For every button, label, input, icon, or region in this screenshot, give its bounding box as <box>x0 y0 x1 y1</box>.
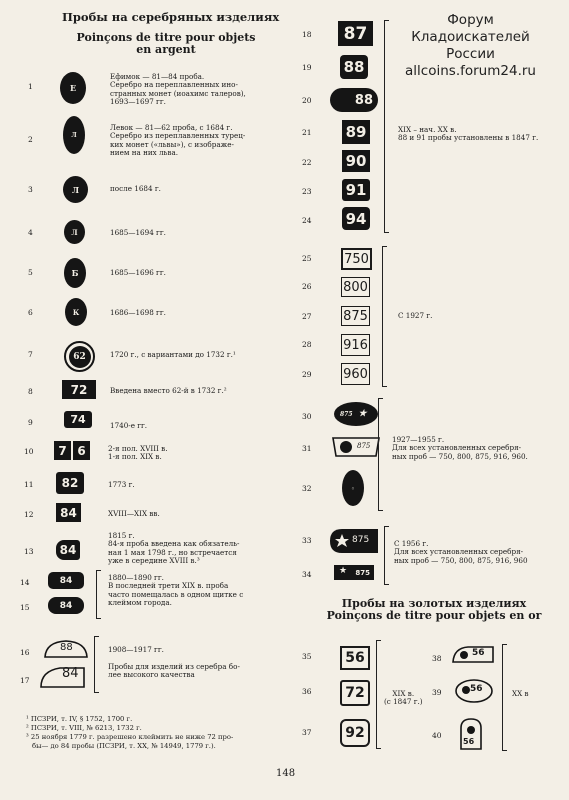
entry-number: 36 <box>302 687 312 696</box>
silver-mark-72: 72 <box>62 380 96 399</box>
entry-text: Введена вместо 62-й в 1732 г.² <box>110 386 227 395</box>
entry-text: XVIII—XIX вв. <box>108 509 160 518</box>
group-bracket <box>378 398 379 510</box>
group-text-14-15: 1880—1890 гг. В последней трети XIX в. проба часто помещалась в одном щитке с клеймом города. <box>108 573 244 608</box>
bracket-tick <box>378 510 383 511</box>
entry-text: 1720 г., с вариантами до 1732 г.¹ <box>110 350 236 359</box>
entry-number: 16 <box>20 648 30 657</box>
silver-mark-oval: К <box>65 298 87 326</box>
silver-mark-32: ◦ <box>342 470 364 506</box>
mark-88-number: 88 <box>60 642 73 653</box>
entry-number: 32 <box>302 484 312 493</box>
silver-mark-91: 91 <box>342 179 370 201</box>
entry-number: 34 <box>302 570 312 579</box>
star-icon: ★ <box>358 409 367 419</box>
mark-56-number: 56 <box>472 648 485 658</box>
entry-text: 2-я пол. XVIII в. 1-я пол. XIX в. <box>108 444 168 462</box>
silver-mark-88: 88 <box>340 55 368 79</box>
entry-number: 23 <box>302 187 312 196</box>
entry-text: Левок — 81—62 проба, с 1684 г. Серебро из переплавленных турец- ких монет («львы»), с изображе- нием на них льва. <box>110 123 246 158</box>
group-text-33-34: С 1956 г. Для всех установленных серебря- ных проб — 750, 800, 875, 916, 960 <box>394 539 528 565</box>
entry-text: 1686—1698 гг. <box>110 308 166 317</box>
entry-number: 8 <box>28 387 33 396</box>
bracket-tick <box>502 644 507 645</box>
entry-text: 1685—1696 гг. <box>110 268 166 277</box>
group-bracket <box>502 644 503 750</box>
bracket-tick <box>382 246 387 247</box>
gold-title: Пробы на золотых изделиях Poinçons de titre pour objets en or <box>326 597 542 622</box>
entry-number: 39 <box>432 688 442 697</box>
mark-875-number: 875 <box>352 535 370 545</box>
entry-number: 26 <box>302 282 312 291</box>
silver-mark-84-city: 84 <box>48 597 84 614</box>
group-bracket <box>384 526 385 584</box>
entry-number: 1 <box>28 82 33 91</box>
entry-number: 27 <box>302 312 312 321</box>
forum-watermark: Форум Кладоискателей России allcoins.forum24.ru <box>405 12 536 79</box>
gold-group-left: XIX в. (с 1847 г.) <box>384 689 423 707</box>
silver-title-fr: Poinçons de titre pour objets en argent <box>76 31 256 56</box>
entry-number: 14 <box>20 578 30 587</box>
entry-text: после 1684 г. <box>110 184 161 193</box>
bracket-tick <box>384 20 389 21</box>
group-text-16-17: 1908—1917 гг. Пробы для изделий из серебра бо- лее высокого качества <box>108 645 240 680</box>
group-bracket <box>94 636 95 692</box>
entry-number: 2 <box>28 135 33 144</box>
entry-number: 22 <box>302 158 312 167</box>
entry-number: 10 <box>24 447 34 456</box>
silver-mark-90: 90 <box>342 150 370 172</box>
entry-number: 20 <box>302 96 312 105</box>
entry-number: 15 <box>20 603 30 612</box>
bracket-tick <box>376 748 381 749</box>
entry-number: 40 <box>432 731 442 740</box>
entry-number: 33 <box>302 536 312 545</box>
entry-number: 18 <box>302 30 312 39</box>
entry-text: 1815 г. 84-я проба введена как обязатель- ная 1 мая 1798 г., но встречается уже в середине XVIII в.³ <box>108 531 240 566</box>
mark-875-number: 875 <box>357 442 371 450</box>
bracket-tick <box>94 692 99 693</box>
bracket-tick <box>378 398 383 399</box>
bracket-tick <box>502 750 507 751</box>
entry-text: 1773 г. <box>108 480 135 489</box>
silver-mark-82: 82 <box>56 472 84 494</box>
silver-mark-875-shield <box>330 434 382 460</box>
bracket-tick <box>384 232 389 233</box>
silver-mark-oval: Л <box>63 176 88 203</box>
silver-mark-oval: Б <box>64 258 86 288</box>
silver-mark-750: 750 <box>341 248 372 270</box>
silver-mark-62: 62 <box>64 341 95 372</box>
mark-56-number: 56 <box>463 737 475 746</box>
silver-mark-87: 87 <box>338 21 373 46</box>
silver-mark-89: 89 <box>342 120 370 144</box>
footnote: ³ 25 ноября 1779 г. разрешено клеймить не ниже 72 про- <box>26 733 234 741</box>
entry-number: 6 <box>28 308 33 317</box>
silver-mark-875: 875 <box>341 306 370 326</box>
silver-mark-levok: Л <box>63 116 85 154</box>
group-bracket <box>384 20 385 232</box>
entry-number: 7 <box>28 350 33 359</box>
bracket-tick <box>376 640 381 641</box>
gold-group-right: XX в <box>512 689 529 698</box>
entry-number: 5 <box>28 268 33 277</box>
footnote: бы— до 84 пробы (ПСЗРИ, т. XX, № 14949, 1779 г.). <box>32 742 216 750</box>
entry-number: 17 <box>20 676 30 685</box>
entry-text: 1685—1694 гг. <box>110 228 166 237</box>
gold-mark-56-shield <box>458 716 484 752</box>
entry-number: 29 <box>302 370 312 379</box>
silver-mark-875-small: ★ 875 <box>334 565 374 580</box>
silver-mark-875-worker: 875 ★ <box>334 402 378 426</box>
entry-number: 11 <box>24 480 34 489</box>
group-text-18-24: XIX – нач. XX в. 88 и 91 пробы установлены в 1847 г. <box>398 125 539 143</box>
mark-84-number: 84 <box>62 666 79 681</box>
silver-mark-94: 94 <box>342 207 370 230</box>
silver-mark-74: 74 <box>64 411 92 428</box>
entry-number: 13 <box>24 547 34 556</box>
gold-mark-72: 72 <box>340 680 370 706</box>
footnote: ² ПСЗРИ, т. VIII, № 6213, 1732 г. <box>26 724 142 732</box>
bracket-tick <box>384 526 389 527</box>
silver-mark-oval: Л <box>64 220 85 244</box>
entry-number: 4 <box>28 228 33 237</box>
entry-text: Ефимок — 81—84 проба. Серебро на переплавленных ино- странных монет (иоахимс талеров), 1693—1697 гг. <box>110 72 246 107</box>
gold-mark-56: 56 <box>340 646 370 670</box>
group-bracket <box>96 570 97 618</box>
silver-mark-84-1815: 84 <box>56 540 80 560</box>
group-text-25-29: С 1927 г. <box>398 311 433 320</box>
bracket-tick <box>94 636 99 637</box>
entry-number: 9 <box>28 418 33 427</box>
entry-number: 35 <box>302 652 312 661</box>
silver-mark-88-head: 88 <box>330 88 378 112</box>
group-text-30-32: 1927—1955 г. Для всех установленных серебря- ных проб — 750, 800, 875, 916, 960. <box>392 435 528 461</box>
entry-number: 3 <box>28 185 33 194</box>
bracket-tick <box>96 570 101 571</box>
silver-mark-84-city: 84 <box>48 572 84 589</box>
entry-number: 37 <box>302 728 312 737</box>
entry-number: 38 <box>432 654 442 663</box>
silver-mark-800: 800 <box>341 277 370 297</box>
entry-number: 21 <box>302 128 312 137</box>
entry-number: 12 <box>24 510 34 519</box>
group-bracket <box>376 640 377 748</box>
entry-text: 1740-е гг. <box>110 421 148 430</box>
entry-number: 19 <box>302 63 312 72</box>
entry-number: 24 <box>302 216 312 225</box>
silver-mark-916: 916 <box>341 334 370 356</box>
bracket-tick <box>96 618 101 619</box>
entry-number: 30 <box>302 412 312 421</box>
silver-mark-960: 960 <box>341 363 370 385</box>
silver-mark-7: 7 <box>54 441 71 460</box>
mark-56-number: 56 <box>470 684 483 694</box>
gold-mark-92: 92 <box>340 719 370 747</box>
bracket-tick <box>382 386 387 387</box>
entry-number: 28 <box>302 340 312 349</box>
group-bracket <box>382 246 383 386</box>
silver-mark-efimok: Е <box>60 72 86 104</box>
entry-number: 25 <box>302 254 312 263</box>
silver-mark-84: 84 <box>56 503 81 522</box>
bracket-tick <box>384 584 389 585</box>
star-icon: ★ <box>339 566 348 576</box>
silver-mark-6: 6 <box>73 441 90 460</box>
silver-title-ru: Пробы на серебряных изделиях <box>62 10 280 24</box>
entry-number: 31 <box>302 444 312 453</box>
page-number: 148 <box>276 768 296 779</box>
footnote: ¹ ПСЗРИ, т. IV, § 1752, 1700 г. <box>26 715 133 723</box>
